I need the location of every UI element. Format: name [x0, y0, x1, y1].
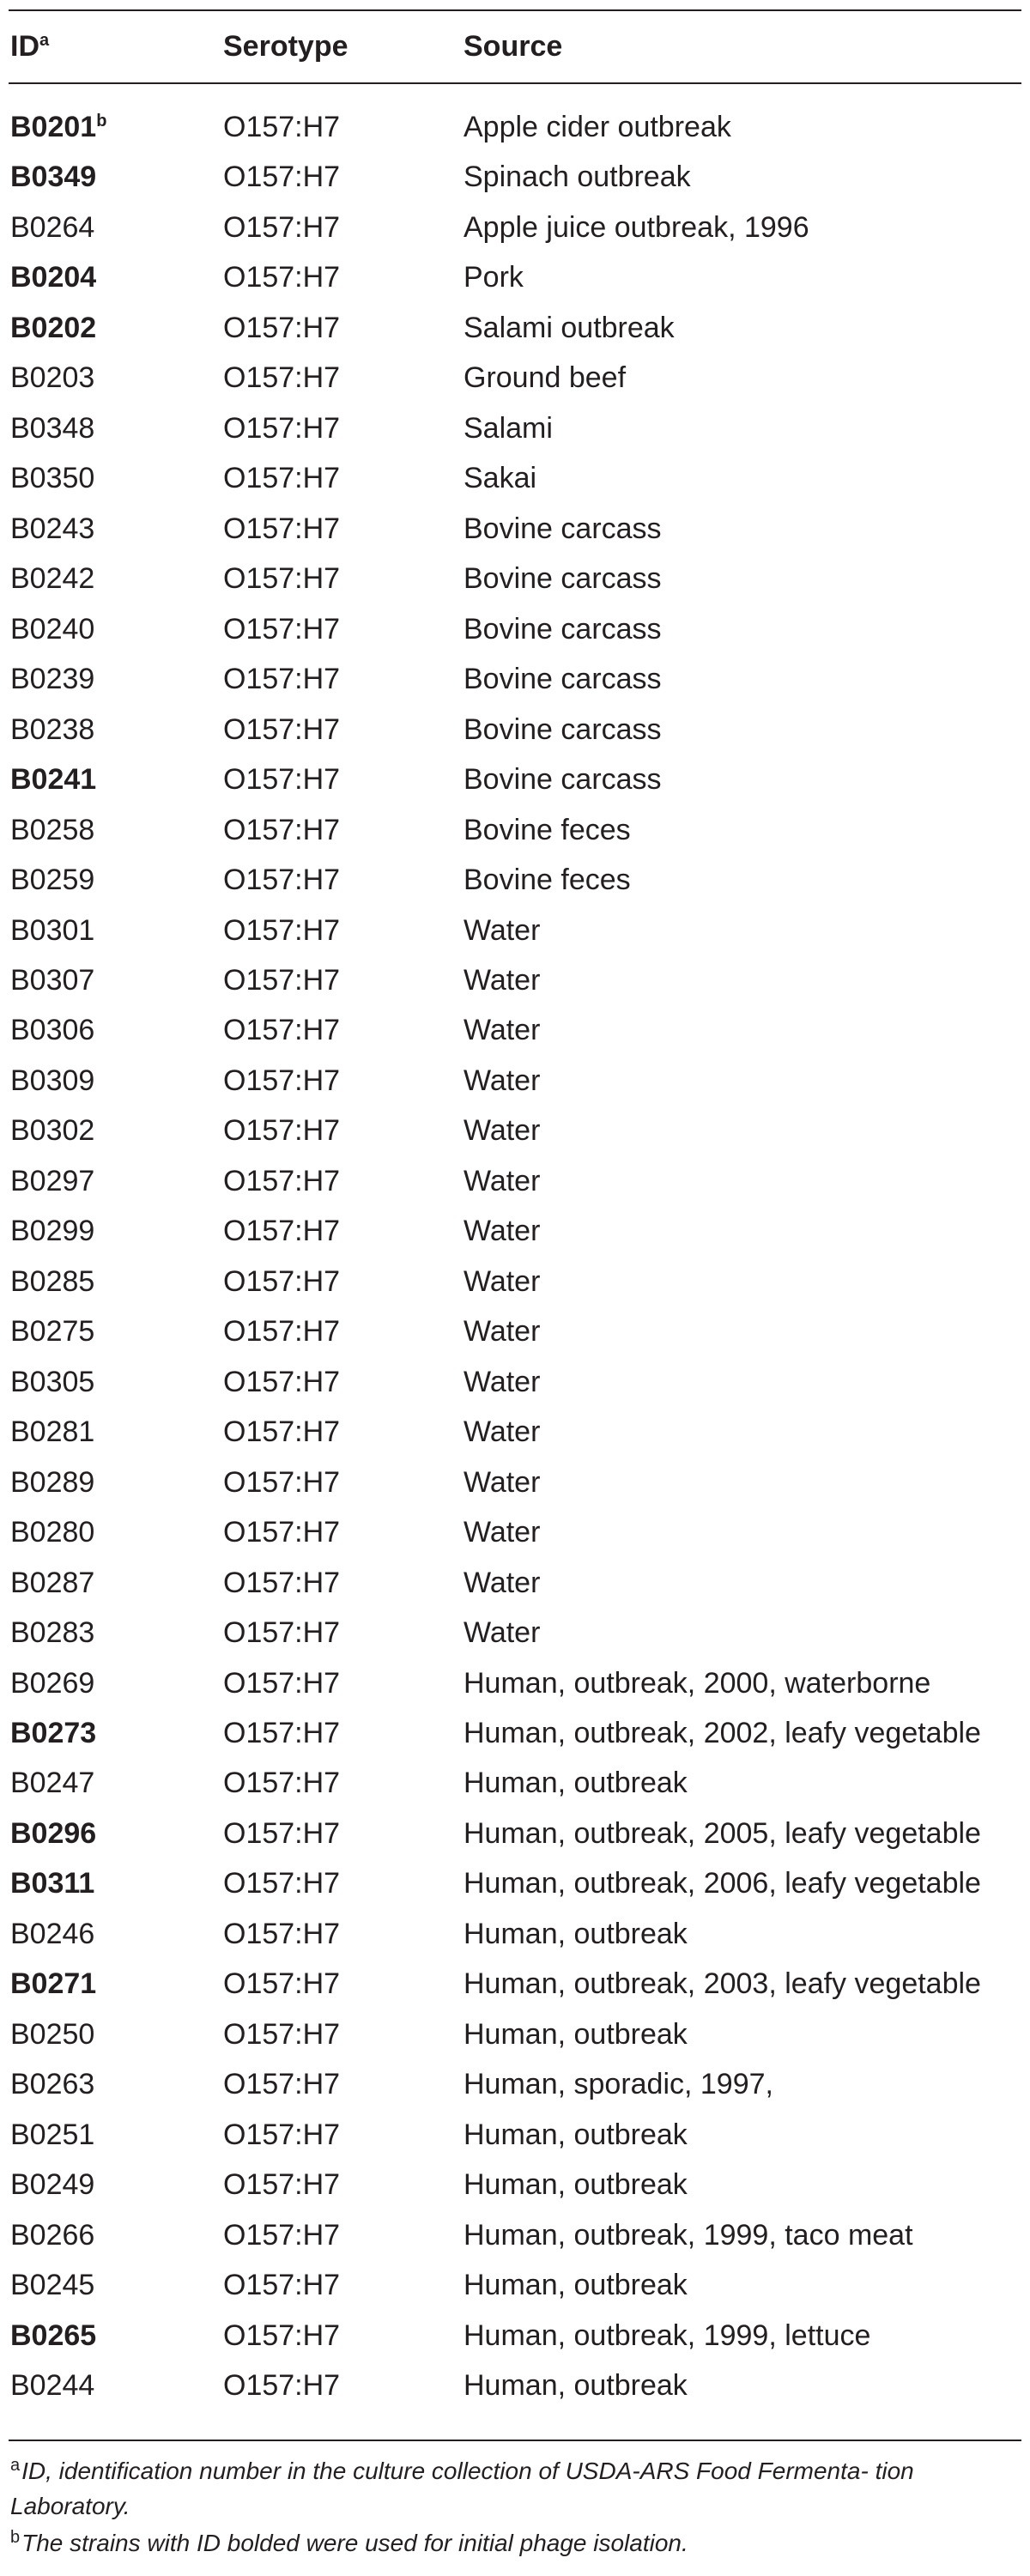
cell-source: Human, outbreak: [464, 1917, 688, 1950]
cell-source: Apple juice outbreak, 1996: [464, 210, 809, 244]
cell-id: [10, 311, 96, 345]
cell-id-text: B0302: [10, 1114, 95, 1148]
cell-serotype: O157:H7: [223, 1616, 341, 1650]
table-row: [0, 859, 1030, 909]
cell-id-text: B0258: [10, 813, 95, 846]
cell-id: [10, 1013, 94, 1047]
cell-id-text: B0247: [10, 1767, 95, 1800]
cell-id: [10, 512, 94, 546]
cell-source: Salami: [464, 411, 553, 445]
cell-serotype: O157:H7: [223, 1315, 341, 1349]
cell-id: [10, 1214, 94, 1248]
table-row: [0, 910, 1030, 960]
cell-source: Water: [464, 1164, 541, 1197]
cell-id: [10, 411, 94, 445]
cell-serotype: O157:H7: [223, 411, 341, 445]
cell-serotype: O157:H7: [223, 813, 341, 846]
cell-id: [10, 712, 94, 747]
cell-id: [10, 1515, 94, 1549]
cell-source: Sakai: [464, 462, 537, 495]
cell-serotype: O157:H7: [223, 1816, 341, 1850]
cell-id-text: B0202: [10, 311, 97, 344]
cell-id-text: B0251: [10, 2118, 95, 2151]
cell-id: [10, 1766, 94, 1800]
cell-source: Human, outbreak: [464, 1767, 688, 1800]
cell-serotype: O157:H7: [223, 963, 341, 997]
cell-source: Apple cider outbreak: [464, 111, 731, 143]
cell-id-text: B0307: [10, 963, 95, 997]
cell-source: Water: [464, 1566, 541, 1599]
cell-id: [10, 1465, 94, 1500]
cell-id-text: B0350: [10, 462, 95, 495]
cell-source: Pork: [464, 261, 524, 294]
cell-source: Water: [464, 1215, 541, 1248]
header-id-footnote-mark: a: [39, 31, 50, 50]
table-row: [0, 307, 1030, 357]
table-row: [0, 1462, 1030, 1512]
cell-id: [10, 160, 96, 194]
cell-serotype: O157:H7: [223, 462, 341, 495]
cell-id-text: B0289: [10, 1465, 95, 1499]
cell-id-text: B0240: [10, 612, 95, 646]
cell-id: [10, 561, 94, 596]
cell-id: [10, 2318, 96, 2353]
cell-id: [10, 1415, 94, 1449]
table-row: [0, 2315, 1030, 2365]
cell-serotype: O157:H7: [223, 1164, 341, 1197]
cell-id: [10, 2118, 94, 2152]
table-row: [0, 1512, 1030, 1561]
cell-id: [10, 762, 96, 797]
cell-id-text: B0239: [10, 663, 95, 696]
footnote-b: [10, 2527, 1020, 2562]
cell-source: Water: [464, 1415, 541, 1449]
footnote-b-text: The strains with ID bolded were used for initial phage isolation.: [21, 2530, 688, 2556]
cell-id-text: B0306: [10, 1014, 95, 1047]
cell-serotype: O157:H7: [223, 1867, 341, 1900]
cell-id-text: B0238: [10, 712, 95, 746]
cell-source: Water: [464, 963, 541, 997]
cell-source: Water: [464, 1465, 541, 1499]
table-row: [0, 2064, 1030, 2113]
cell-source: Water: [464, 1516, 541, 1549]
table-row: [0, 1210, 1030, 1260]
cell-serotype: O157:H7: [223, 1566, 341, 1599]
table-row: [0, 1009, 1030, 1059]
cell-source: Human, outbreak, 2006, leafy vegetable: [464, 1867, 981, 1900]
cell-id: [10, 1164, 94, 1198]
header-id: [10, 29, 49, 64]
table-row: [0, 1161, 1030, 1210]
header-id-label: ID: [10, 30, 39, 63]
table-row: [0, 2264, 1030, 2314]
cell-serotype: O157:H7: [223, 2318, 341, 2352]
cell-id: [10, 2218, 94, 2252]
cell-serotype: O157:H7: [223, 612, 341, 646]
cell-id-text: B0259: [10, 864, 95, 897]
cell-id-text: B0246: [10, 1917, 95, 1950]
cell-id-text: B0204: [10, 261, 97, 294]
cell-serotype: O157:H7: [223, 1767, 341, 1800]
cell-source: Human, outbreak, 1999, taco meat: [464, 2218, 913, 2252]
cell-id: [10, 1365, 94, 1399]
cell-id-text: B0297: [10, 1164, 95, 1197]
cell-source: Bovine carcass: [464, 712, 662, 746]
cell-id-text: B0281: [10, 1415, 95, 1449]
cell-id-text: B0243: [10, 512, 95, 545]
table-row: [0, 709, 1030, 759]
table-body: [0, 106, 1030, 2415]
cell-source: Bovine carcass: [464, 612, 662, 646]
table-row: [0, 1863, 1030, 1912]
cell-source: Human, outbreak: [464, 2369, 688, 2403]
cell-source: Human, outbreak: [464, 2017, 688, 2051]
table-row: [0, 106, 1030, 156]
cell-id: [10, 1566, 94, 1600]
table-row: [0, 1110, 1030, 1160]
cell-id: [10, 1816, 96, 1851]
table-row: [0, 458, 1030, 507]
cell-source: Human, sporadic, 1997,: [464, 2068, 773, 2101]
footnote-a-mark: a: [10, 2456, 21, 2475]
header-source: Source: [464, 30, 563, 63]
cell-serotype: O157:H7: [223, 261, 341, 294]
cell-source: Bovine feces: [464, 813, 631, 846]
cell-id: [10, 260, 96, 294]
cell-source: Water: [464, 1114, 541, 1148]
cell-id-text: B0245: [10, 2269, 95, 2302]
cell-serotype: O157:H7: [223, 311, 341, 344]
table-row: [0, 809, 1030, 859]
cell-id-text: B0305: [10, 1365, 95, 1398]
cell-serotype: O157:H7: [223, 1114, 341, 1148]
cell-source: Salami outbreak: [464, 311, 675, 344]
cell-id-text: B0287: [10, 1566, 95, 1599]
header-serotype: Serotype: [223, 30, 348, 63]
cell-source: Bovine carcass: [464, 562, 662, 596]
cell-source: Water: [464, 1315, 541, 1349]
footnote-a: [10, 2455, 1020, 2523]
table-row: [0, 2365, 1030, 2415]
cell-serotype: O157:H7: [223, 1917, 341, 1950]
table-row: [0, 960, 1030, 1009]
cell-id: [10, 662, 94, 696]
cell-source: Human, outbreak, 2005, leafy vegetable: [464, 1816, 981, 1850]
cell-serotype: O157:H7: [223, 2218, 341, 2252]
cell-id: [10, 1314, 94, 1349]
cell-id-text: B0280: [10, 1516, 95, 1549]
cell-id: [10, 1917, 94, 1951]
cell-serotype: O157:H7: [223, 2269, 341, 2302]
cell-serotype: O157:H7: [223, 2369, 341, 2403]
cell-id-text: B0311: [10, 1867, 95, 1900]
cell-serotype: O157:H7: [223, 1415, 341, 1449]
table-row: [0, 1562, 1030, 1612]
cell-serotype: O157:H7: [223, 763, 341, 797]
cell-id-text: B0271: [10, 1967, 97, 2001]
cell-source: Human, outbreak, 2003, leafy vegetable: [464, 1967, 981, 2001]
cell-id: [10, 1866, 94, 1900]
cell-serotype: O157:H7: [223, 2017, 341, 2051]
cell-source: Human, outbreak, 2002, leafy vegetable: [464, 1717, 981, 1749]
table-row: [0, 156, 1030, 206]
cell-id: [10, 813, 94, 847]
cell-serotype: O157:H7: [223, 361, 341, 395]
cell-serotype: O157:H7: [223, 512, 341, 545]
cell-serotype: O157:H7: [223, 712, 341, 746]
cell-id-text: B0309: [10, 1064, 95, 1097]
table-row: [0, 1712, 1030, 1762]
cell-id-text: B0269: [10, 1666, 95, 1700]
table-row: [0, 257, 1030, 306]
cell-source: Water: [464, 1264, 541, 1298]
table-row: [0, 1612, 1030, 1662]
cell-id: [10, 612, 94, 646]
cell-serotype: O157:H7: [223, 1516, 341, 1549]
cell-source: Water: [464, 1064, 541, 1097]
cell-id: [10, 1064, 94, 1098]
cell-source: Water: [464, 1616, 541, 1650]
cell-serotype: O157:H7: [223, 2068, 341, 2101]
cell-id: [10, 210, 94, 245]
cell-id-text: B0348: [10, 411, 95, 445]
cell-id: [10, 2167, 94, 2202]
cell-serotype: O157:H7: [223, 1365, 341, 1398]
table-row: [0, 1913, 1030, 1963]
cell-serotype: O157:H7: [223, 1717, 341, 1749]
cell-serotype: O157:H7: [223, 1666, 341, 1700]
table-row: [0, 2114, 1030, 2164]
cell-source: Human, outbreak, 1999, lettuce: [464, 2318, 871, 2352]
cell-id: [10, 110, 106, 144]
cell-id: [10, 1264, 94, 1299]
cell-source: Human, outbreak: [464, 2168, 688, 2202]
table-row: [0, 207, 1030, 257]
cell-serotype: O157:H7: [223, 864, 341, 897]
cell-source: Water: [464, 1014, 541, 1047]
cell-source: Ground beef: [464, 361, 627, 395]
table-row: [0, 357, 1030, 407]
cell-id: [10, 913, 94, 948]
table-row: [0, 2215, 1030, 2264]
cell-id-text: B0266: [10, 2218, 95, 2252]
cell-id-text: B0263: [10, 2068, 95, 2101]
table-bottom-rule: [9, 2440, 1021, 2441]
cell-serotype: O157:H7: [223, 161, 341, 194]
table-row: [0, 2014, 1030, 2064]
cell-id: [10, 2017, 94, 2052]
cell-serotype: O157:H7: [223, 913, 341, 947]
cell-id-text: B0241: [10, 763, 97, 797]
table-row: [0, 558, 1030, 608]
cell-serotype: O157:H7: [223, 1014, 341, 1047]
cell-id: [10, 2368, 94, 2403]
cell-id: [10, 963, 94, 997]
cell-id: [10, 863, 94, 897]
cell-serotype: O157:H7: [223, 562, 341, 596]
cell-serotype: O157:H7: [223, 1264, 341, 1298]
table-header-rule: [9, 82, 1021, 84]
cell-id-text: B0349: [10, 161, 97, 194]
cell-id-text: B0283: [10, 1616, 95, 1650]
cell-id: [10, 1113, 94, 1148]
cell-source: Water: [464, 1365, 541, 1398]
cell-serotype: O157:H7: [223, 2118, 341, 2151]
cell-serotype: O157:H7: [223, 1215, 341, 1248]
cell-serotype: O157:H7: [223, 111, 341, 143]
cell-id: [10, 461, 94, 495]
table-row: [0, 508, 1030, 558]
cell-id: [10, 361, 94, 395]
table-row: [0, 1261, 1030, 1311]
cell-id-text: B0273: [10, 1717, 97, 1749]
table-row: [0, 658, 1030, 708]
table-row: [0, 408, 1030, 458]
cell-source: Human, outbreak: [464, 2269, 688, 2302]
table-top-rule: [9, 9, 1021, 11]
cell-id-text: B0201: [10, 111, 97, 143]
table-row: [0, 1311, 1030, 1361]
cell-serotype: O157:H7: [223, 210, 341, 244]
cell-id-text: B0299: [10, 1215, 95, 1248]
cell-id: [10, 1716, 96, 1750]
cell-id-text: B0242: [10, 562, 95, 596]
cell-source: Water: [464, 913, 541, 947]
cell-id-text: B0203: [10, 361, 95, 395]
cell-id: [10, 1967, 96, 2001]
cell-id-text: B0249: [10, 2168, 95, 2202]
footnote-a-text: ID, identification number in the culture collection of USDA-ARS Food Fermenta- tion Laboratory.: [10, 2458, 914, 2519]
table-row: [0, 1762, 1030, 1812]
cell-id-footnote-mark: b: [96, 112, 107, 130]
cell-id-text: B0285: [10, 1264, 95, 1298]
table-row: [0, 759, 1030, 809]
cell-serotype: O157:H7: [223, 663, 341, 696]
cell-id-text: B0265: [10, 2318, 97, 2352]
cell-id-text: B0296: [10, 1816, 97, 1850]
table-row: [0, 2164, 1030, 2214]
table-row: [0, 1963, 1030, 2013]
table-row: [0, 1663, 1030, 1712]
cell-id-text: B0301: [10, 913, 95, 947]
cell-serotype: O157:H7: [223, 1967, 341, 2001]
cell-source: Bovine carcass: [464, 763, 662, 797]
cell-source: Bovine carcass: [464, 512, 662, 545]
cell-id: [10, 2268, 94, 2302]
cell-source: Human, outbreak, 2000, waterborne: [464, 1666, 931, 1700]
table-row: [0, 1411, 1030, 1461]
cell-source: Bovine feces: [464, 864, 631, 897]
cell-serotype: O157:H7: [223, 1064, 341, 1097]
cell-serotype: O157:H7: [223, 1465, 341, 1499]
cell-source: Spinach outbreak: [464, 161, 691, 194]
cell-id-text: B0244: [10, 2369, 95, 2403]
table-row: [0, 609, 1030, 658]
cell-source: Bovine carcass: [464, 663, 662, 696]
cell-serotype: O157:H7: [223, 2168, 341, 2202]
table-row: [0, 1060, 1030, 1110]
cell-id: [10, 1615, 94, 1650]
cell-source: Human, outbreak: [464, 2118, 688, 2151]
table-row: [0, 1813, 1030, 1863]
table-row: [0, 1361, 1030, 1411]
cell-id-text: B0264: [10, 210, 95, 244]
cell-id-text: B0275: [10, 1315, 95, 1349]
cell-id: [10, 2067, 94, 2101]
cell-id-text: B0250: [10, 2017, 95, 2051]
cell-id: [10, 1666, 94, 1700]
footnote-b-mark: b: [10, 2528, 21, 2547]
